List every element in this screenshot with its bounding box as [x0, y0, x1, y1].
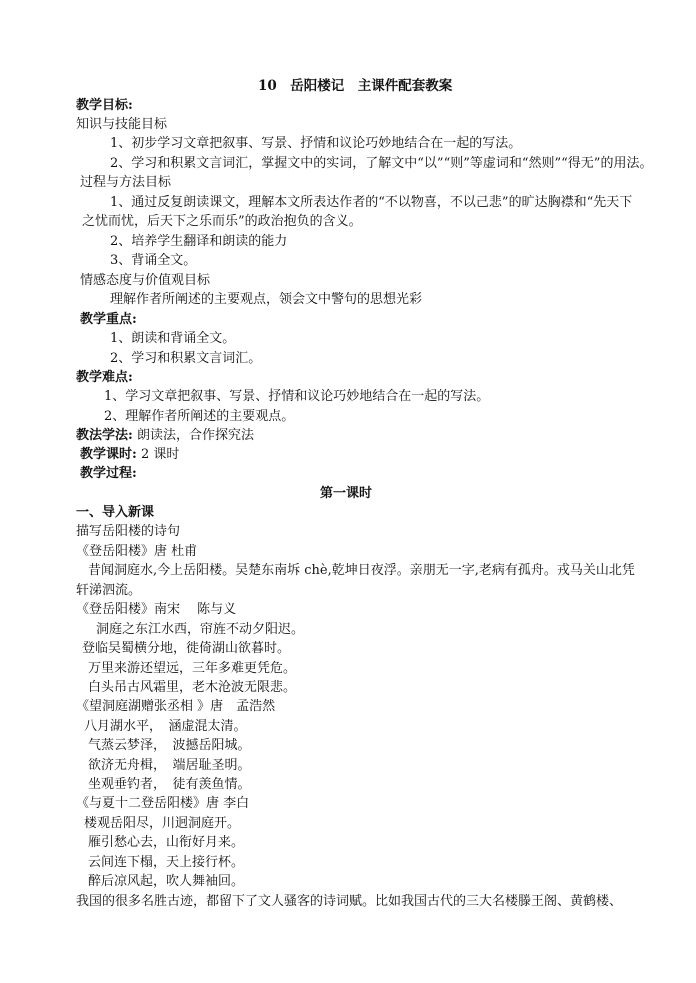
closing-paragraph: 我国的很多名胜古迹，都留下了文人骚客的诗词赋。比如我国古代的三大名楼滕王阁、黄鹤楼、 [76, 894, 623, 909]
document-title: 10 岳阳楼记 主课件配套教案 [258, 78, 453, 94]
knowledge-item-2: 2、学习和积累文言词汇，掌握文中的实词，了解文中“以”“则”等虚词和“然则”“得无”的用法。 [110, 156, 653, 171]
process-item-2: 2、培养学生翻译和朗读的能力 [110, 234, 288, 249]
hours-label: 教学课时: [80, 447, 137, 462]
poem-4-line-2: 雁引愁心去，山衔好月来。 [88, 835, 245, 850]
difficulty-1: 1、学习文章把叙事、写景、抒情和议论巧妙地结合在一起的写法。 [104, 389, 490, 404]
poem-1-line-1: 昔闻洞庭水,今上岳阳楼。吴楚东南坼 chè,乾坤日夜浮。亲朋无一字,老病有孤舟。戎马关山北凭 [88, 563, 635, 578]
poem-4-line-3: 云间连下榻，天上接行杯。 [88, 855, 245, 870]
poem-4-line-4: 醉后凉风起，吹人舞袖回。 [88, 874, 245, 889]
keypoints-heading: 教学重点: [80, 312, 137, 327]
method-value: 朗读法，合作探究法 [136, 428, 254, 443]
hours-row [80, 446, 696, 463]
poem-1-title: 《登岳阳楼》唐 杜甫 [76, 544, 198, 559]
poems-intro: 描写岳阳楼的诗句 [76, 524, 181, 539]
keypoint-2: 2、学习和积累文言词汇。 [110, 351, 262, 366]
poem-3-line-1: 八月湖水平， 涵虚混太清。 [84, 719, 247, 734]
process-label: 教学过程: [80, 466, 137, 481]
process-heading: 过程与方法目标 [80, 175, 172, 190]
process-item-3: 3、背诵全文。 [110, 253, 197, 268]
poem-3-line-2: 气蒸云梦泽， 波撼岳阳城。 [88, 738, 251, 753]
method-label: 教法学法: [76, 428, 133, 443]
poem-3-title: 《望洞庭湖赠张丞相 》唐 孟浩然 [76, 699, 276, 714]
knowledge-heading: 知识与技能目标 [76, 117, 168, 132]
poem-4-title: 《与夏十二登岳阳楼》唐 李白 [76, 796, 250, 811]
poem-1-line-2: 轩涕泗流。 [76, 583, 142, 598]
knowledge-item-1: 1、初步学习文章把叙事、写景、抒情和议论巧妙地结合在一起的写法。 [110, 136, 522, 151]
poem-2-line-2: 登临吴蜀横分地，徙倚湖山欲暮时。 [82, 641, 291, 656]
lesson-heading: 第一课时 [320, 486, 373, 501]
process-item-1b: 之忧而忧，后天下之乐而乐”的政治抱负的含义。 [82, 214, 362, 229]
difficulty-heading: 教学难点: [76, 370, 133, 385]
keypoint-1: 1、朗读和背诵全文。 [110, 331, 236, 346]
method-row [76, 427, 696, 444]
difficulty-2: 2、理解作者所阐述的主要观点。 [104, 409, 295, 424]
poem-3-line-3: 欲济无舟楫， 端居耻圣明。 [88, 758, 251, 773]
hours-value: 2 课时 [140, 447, 180, 462]
objectives-heading: 教学目标: [76, 98, 133, 113]
emotion-item-1: 理解作者所阐述的主要观点，领会文中警句的思想光彩 [110, 292, 423, 307]
poem-2-title: 《登岳阳楼》南宋 陈与义 [76, 602, 237, 617]
poem-2-line-3: 万里来游还望远，三年多难更凭危。 [88, 661, 297, 676]
emotion-heading: 情感态度与价值观目标 [80, 273, 211, 288]
poem-3-line-4: 坐观垂钓者， 徒有羡鱼情。 [88, 777, 251, 792]
poem-2-line-4: 白头吊古风霜里，老木沧波无限悲。 [88, 680, 297, 695]
section-1-heading: 一、导入新课 [76, 505, 155, 520]
poem-2-line-1: 洞庭之东江水西，帘旌不动夕阳迟。 [96, 622, 305, 637]
poem-4-line-1: 楼观岳阳尽，川迥洞庭开。 [84, 816, 241, 831]
process-item-1a: 1、通过反复朗读课文，理解本文所表达作者的“不以物喜，不以己悲”的旷达胸襟和“先天下 [110, 195, 633, 210]
